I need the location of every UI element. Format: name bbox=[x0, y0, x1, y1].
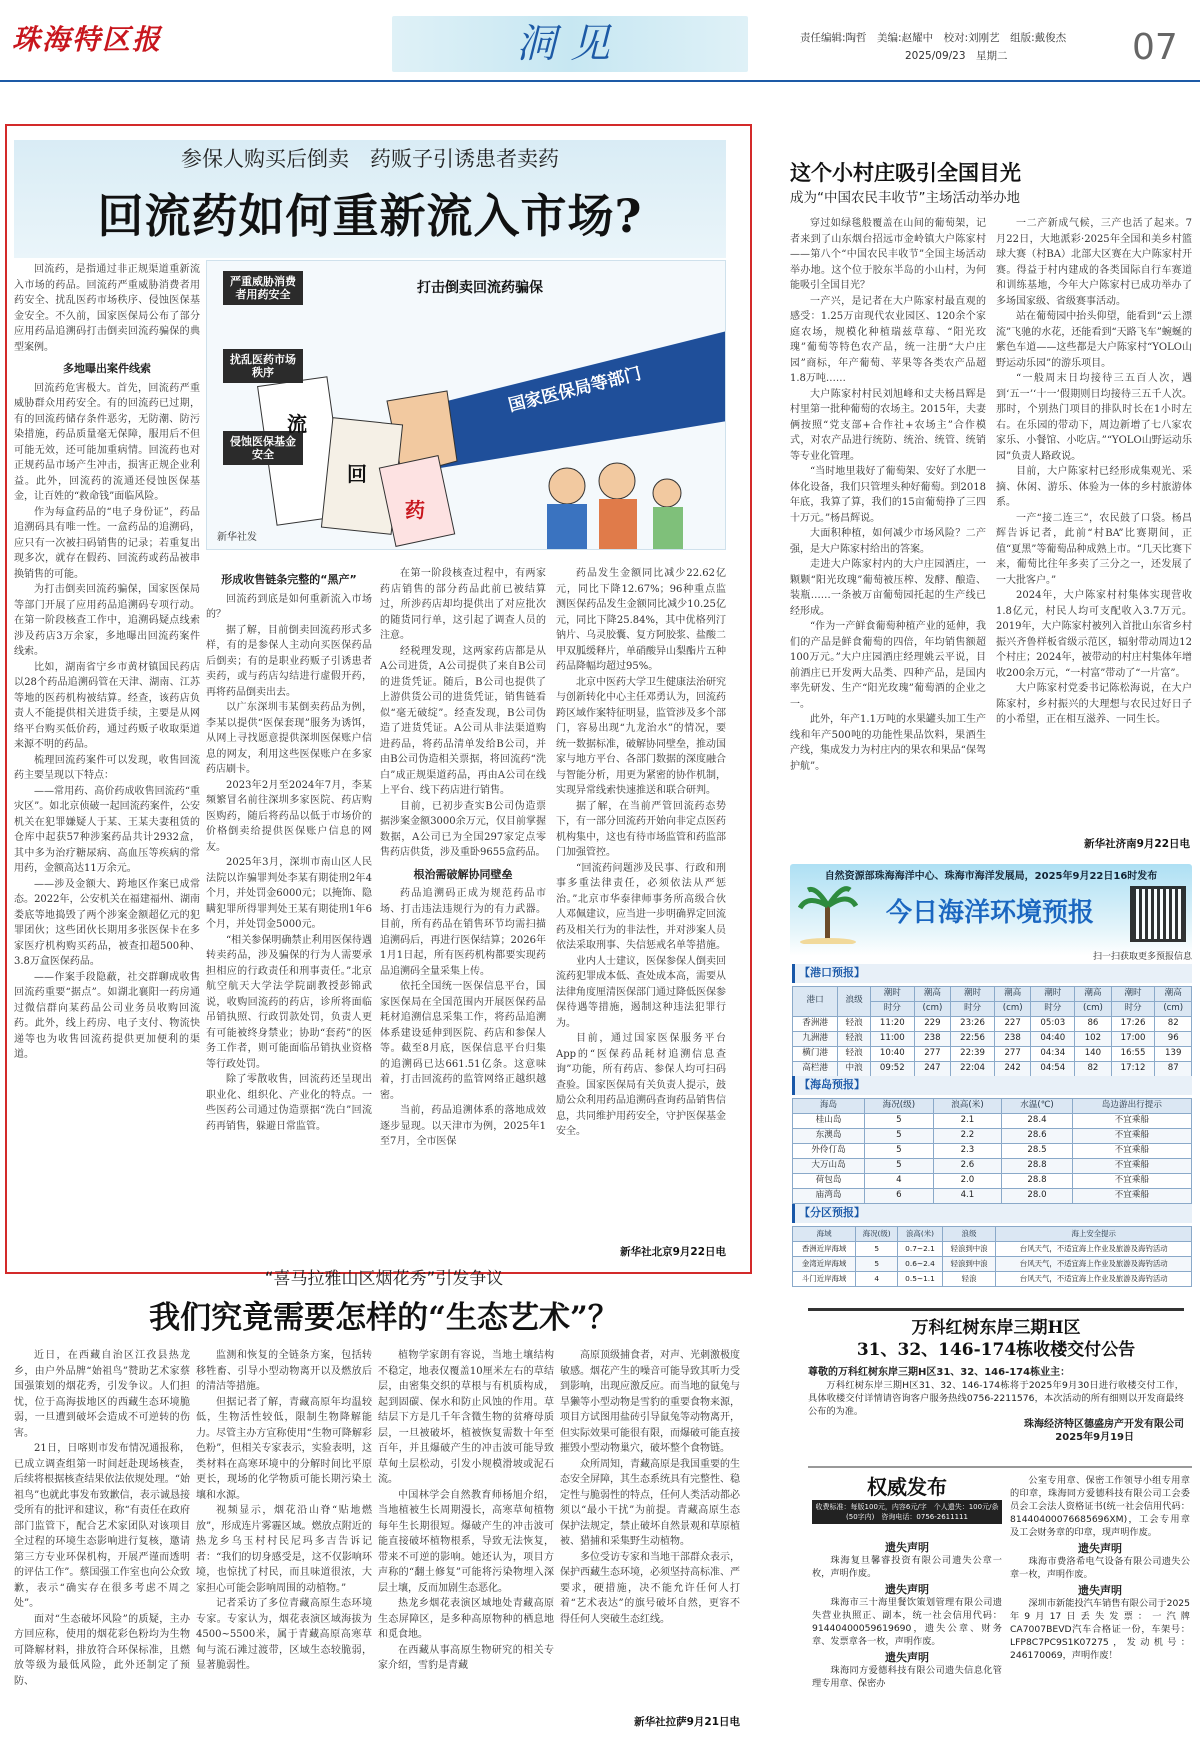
table-header-cell: 时分 bbox=[1111, 1001, 1155, 1016]
table-header-cell: 潮时 bbox=[1031, 986, 1075, 1001]
table-cell: 轻浪到中浪 bbox=[942, 1256, 996, 1271]
table-cell: 05:03 bbox=[1031, 1016, 1075, 1031]
article-paragraph: 依托全国统一医保信息平台，国家医保局在全国范围内开展医保药品耗材追溯信息采集工作，将药品追溯体系建设延伸到医院、药店和参保人等。截至8月底，医保信息平台归集的追溯码已达661.51亿条。这意味着，打击回流药的监管网络正越织越密。 bbox=[380, 981, 546, 1101]
table-cell: 229 bbox=[914, 1016, 950, 1031]
table-cell: 102 bbox=[1075, 1031, 1111, 1046]
table-header-cell: 岛边游出行提示 bbox=[1072, 1098, 1191, 1113]
table-cell: 04:34 bbox=[1031, 1046, 1075, 1061]
article-paragraph: “当时地里栽好了葡萄架、安好了水肥一体化设备，我们只管埋头种好葡萄。到2018年底，我算了算，我们的15亩葡萄挣了三四十万元。”杨昌辉说。 bbox=[790, 466, 986, 524]
article-paragraph: 在西藏从事高原生物研究的相关专家介绍，雪豹是青藏 bbox=[378, 1644, 554, 1671]
article-paragraph: 21日，日喀则市发布情况通报称，已成立调查组第一时间赶赴现场核查，后续将根据核查结果依法依规处理。“始祖鸟”也就此事发布致歉信，表示诚恳接受所有的批评和建议，称“有责任在政府部门监管下，配合艺术家团队对该项目全过程的环境生态影响进行复核，邀请第三方专业环保机构，开展严谨而透明的评估工作”。蔡国强工作室也向公众致歉，表示“确实存在很多考虑不周之处”。 bbox=[14, 1443, 190, 1609]
table-cell: 4 bbox=[856, 1271, 898, 1286]
table-row bbox=[793, 1128, 1192, 1143]
lead-kicker: 参保人购买后倒卖 药贩子引诱患者卖药 bbox=[181, 147, 559, 171]
table-cell: 140 bbox=[1075, 1046, 1111, 1061]
table-cell: 28.8 bbox=[1002, 1173, 1073, 1188]
masthead-title: 珠海特区报 bbox=[12, 23, 163, 56]
article-paragraph: 据了解，目前倒卖回流药形式多样，有的是参保人主动向买医保药品后倒卖；有的是职业药贩子引诱患者卖药，或与药店勾结进行虚假开药，再将药品倒卖出去。 bbox=[206, 624, 372, 698]
article-paragraph: 比如，湖南省宁乡市黄材镇国民药店以28个药品追溯码管在天津、湖南、江苏等地的医药机构被结算。经查，该药店负责人不能提供相关进货手续，主要是从网络平台购买低价药，通过药贩子收取渠道来源不明的药品。 bbox=[14, 661, 200, 750]
table-row bbox=[793, 1158, 1192, 1173]
article-paragraph: 业内人士建议，医保参保人倒卖回流药犯罪成本低、查处成本高，需要从法律角度厘清医保部门通过降低医保参保待遇等措施，遏制这种违法犯罪行为。 bbox=[556, 955, 726, 1029]
article-paragraph: “回流药问题涉及民事、行政和刑事多重法律责任，必须依法从严惩治。”北京市华泰律师事务所高级合伙人邓佩建议，应当进一步明确界定回流药及相关行为的非法性，并对涉案人员依法采取刑事、失信惩戒名单等措施。 bbox=[556, 862, 726, 951]
table-cell: 不宜乘船 bbox=[1072, 1158, 1191, 1173]
table-cell: 11:20 bbox=[870, 1016, 914, 1031]
cartoon-label-market: 扰乱医药市场秩序 bbox=[223, 349, 303, 383]
table-header-cell: 潮高 bbox=[914, 986, 950, 1001]
palm-tree-icon bbox=[798, 884, 858, 944]
article-paragraph: 以广东深圳韦某倒卖药品为例，李某以提供“医保套现”服务为诱饵，从网上寻找愿意提供深圳医保账户信息的网友，利用这些医保账户在多家药店刷卡。 bbox=[206, 702, 372, 775]
table-cell: 九洲港 bbox=[793, 1031, 838, 1046]
table-header-cell: 潮高 bbox=[1155, 986, 1192, 1001]
article-paragraph: 大户陈家村党委书记陈松海说，在大户陈家村，乡村振兴的大理想与农民过好日子的小希望，正在相互滋养、一同生长。 bbox=[996, 683, 1192, 725]
article-paragraph: 站在葡萄园中抬头仰望，能看到“云上漂流”飞驰的水花，还能看到“天路飞车”蜿蜒的紫色车道——这些都是大户陈家村“YOLO山野运动乐园”的游乐项目。 bbox=[996, 311, 1192, 369]
classified-section bbox=[808, 1466, 1192, 1734]
art-column-2 bbox=[196, 1348, 372, 1732]
ocean-banner bbox=[790, 864, 1192, 956]
table-header-cell: 海域 bbox=[793, 1226, 856, 1241]
table-cell: 5 bbox=[865, 1143, 934, 1158]
table-header-cell: 时分 bbox=[870, 1001, 914, 1016]
article-paragraph: 一二产新成气候，三产也活了起来。7月22日，大地派彩·2025年全国和美乡村篮球大赛（村BA）北部大区赛在大户陈家村开赛。得益于村内建成的各类国际自行车赛道和训练基地，今年大户陈家村已成功举办了多场国家级、省级赛事活动。 bbox=[996, 218, 1192, 307]
table-cell: 4.1 bbox=[933, 1188, 1002, 1203]
table-cell: 28.0 bbox=[1002, 1188, 1073, 1203]
notice-salutation: 尊敬的万科红树东岸三期H区31、32、146-174栋业主： bbox=[808, 1366, 1071, 1378]
island-forecast-table bbox=[792, 1098, 1192, 1204]
lead-byline: 新华社北京9月22日电 bbox=[620, 1246, 726, 1258]
table-cell: 2.6 bbox=[933, 1158, 1002, 1173]
table-cell: 17:26 bbox=[1111, 1016, 1155, 1031]
village-subhead: 成为“中国农民丰收节”主场活动举办地 bbox=[790, 190, 1020, 206]
table-cell: 横门港 bbox=[793, 1046, 838, 1061]
table-row bbox=[793, 1031, 1192, 1046]
article-paragraph: 当前，药品追溯体系的落地成效逐步显现。以天津市为例，2025年1至7月，全市医保 bbox=[380, 1105, 546, 1147]
village-column-1 bbox=[790, 216, 986, 856]
table-cell: 16:55 bbox=[1111, 1046, 1155, 1061]
art-kicker: “喜马拉雅山区烟花秀”引发争议 bbox=[264, 1269, 504, 1289]
table-cell: 09:52 bbox=[870, 1061, 914, 1076]
article-paragraph: 目前，大户陈家村已经形成集观光、采摘、休闲、游乐、体验为一体的乡村旅游体系。 bbox=[996, 466, 1192, 508]
zone-forecast bbox=[792, 1204, 1192, 1287]
classified-heading: 遗失声明 bbox=[885, 1541, 929, 1554]
table-cell: 22:56 bbox=[951, 1031, 995, 1046]
notice-signature: 珠海经济特区德盛房产开发有限公司 bbox=[1024, 1419, 1184, 1431]
lead-column-3 bbox=[380, 566, 546, 1266]
page-number: 07 bbox=[1132, 27, 1178, 68]
article-paragraph: 植物学家朗有容说，当地土壤结构不稳定，地表仅覆盖10厘米左右的草结层，由密集交织的草根与有机质构成，起到固碳、保水和防止风蚀的作用。草结层下方是几千年含微生物的贫瘠母质层，一旦被破坏，植被恢复需数十年至百年，并且爆破产生的冲击波可能导致草甸土层松动，引发小规模滑坡或泥石流。 bbox=[378, 1350, 554, 1485]
article-paragraph: 回流药到底是如何重新流入市场的？ bbox=[206, 593, 372, 620]
zone-forecast-title: 【分区预报】 bbox=[792, 1204, 1192, 1223]
classified-text: 珠海复旦馨睿投资有限公司遗失公章一枚，声明作废。 bbox=[812, 1555, 1002, 1579]
article-paragraph: 大户陈家村村民刘旭峰和丈夫杨昌辉是村里第一批种葡萄的农场主。2015年，夫妻俩按照“党支部+合作社+农场主”合作模式，对农产品进行统防、统治、统管、统销等专业化管理。 bbox=[790, 388, 986, 462]
article-paragraph: 记者采访了多位青藏高原生态环境专家。专家认为，烟花表演区域海拔为4500~5500米，属于青藏高原高寒草甸与流石滩过渡带，区域生态较脆弱，显著脆弱性。 bbox=[196, 1598, 372, 1671]
table-cell: 外伶仃岛 bbox=[793, 1143, 865, 1158]
table-cell: 5 bbox=[865, 1128, 934, 1143]
table-cell: 0.5~1.1 bbox=[898, 1271, 942, 1286]
table-cell: 86 bbox=[1075, 1016, 1111, 1031]
table-header-cell: 时分 bbox=[1031, 1001, 1075, 1016]
lead-subhead-1: 多地曝出案件线索 bbox=[63, 362, 151, 375]
table-row bbox=[793, 1061, 1192, 1076]
table-cell: 5 bbox=[856, 1256, 898, 1271]
table-cell: 11:00 bbox=[870, 1031, 914, 1046]
table-header-cell: 时分 bbox=[951, 1001, 995, 1016]
qr-code-icon[interactable] bbox=[1130, 886, 1186, 942]
table-header-cell: 海岛 bbox=[793, 1098, 865, 1113]
table-row bbox=[793, 1271, 1192, 1286]
table-cell: 台风天气，不适宜海上作业及旅游及海钓活动 bbox=[996, 1241, 1192, 1256]
classified-title: 权威发布 bbox=[867, 1475, 947, 1499]
table-cell: 242 bbox=[994, 1061, 1030, 1076]
table-cell: 87 bbox=[1155, 1061, 1192, 1076]
article-paragraph: 为打击倒卖回流药骗保，国家医保局等部门开展了应用药品追溯码专项行动。在第一阶段核查工作中，追溯码疑点线索涉及药店3万余家，多地曝出回流药案件线索。 bbox=[14, 584, 200, 657]
article-paragraph: “一般周末日均接待三五百人次，遇到‘五一’‘十一’假期则日均接待三五千人次。那时，个别热门项目的排队时长在1小时左右。在乐园的带动下，周边新增了七八家农家乐、小餐馆、小吃店。”“YOLO山野运动乐园”负责人路政说。 bbox=[996, 373, 1192, 462]
table-header-cell: 潮时 bbox=[870, 986, 914, 1001]
cartoon-credit: 新华社发 bbox=[217, 532, 257, 543]
classified-text: 珠海市费洛希电气设备有限公司遗失公章一枚，声明作废。 bbox=[1010, 1556, 1190, 1580]
article-paragraph: 据了解，在当前严管回流药态势下，有一部分回流药开始向非定点医药机构集中，这也有待市场监管和药监部门加强管控。 bbox=[556, 800, 726, 858]
table-cell: 82 bbox=[1155, 1016, 1192, 1031]
art-column-3 bbox=[378, 1348, 554, 1732]
lead-headline: 回流药如何重新流入市场? bbox=[97, 189, 643, 243]
section-banner bbox=[392, 16, 748, 72]
table-cell: 28.6 bbox=[1002, 1128, 1073, 1143]
table-header-cell: 潮高 bbox=[1075, 986, 1111, 1001]
notice-body: 万科红树东岸三期H区31、32、146-174栋将于2025年9月30日进行收楼交付工作，具体收楼交付详情请咨询客户服务热线0756-2211576，本次活动的所有细则以开发商最终公布的为准。 bbox=[808, 1380, 1184, 1418]
article-paragraph: 目前，通过国家医保服务平台App的“医保药品耗材追溯信息查询”功能，所有药店、参保人均可扫码查验。国家医保局有关负责人提示，鼓励公众利用药品追溯码查询药品销售信息，共同维护用药安全，守护医保基金安全。 bbox=[556, 1033, 726, 1137]
table-cell: 轻浪 bbox=[838, 1046, 871, 1061]
section-title: 洞见 bbox=[516, 20, 624, 67]
table-cell: 庙湾岛 bbox=[793, 1188, 865, 1203]
delivery-notice bbox=[808, 1308, 1184, 1448]
table-cell: 台风天气，不适宜海上作业及旅游及海钓活动 bbox=[996, 1271, 1192, 1286]
table-cell: 轻浪到中浪 bbox=[942, 1241, 996, 1256]
classified-text: 珠海同方爱德科技有限公司遗失信息化管理专用章、保密办 bbox=[812, 1665, 1002, 1689]
cartoon-sleeve-text: 国家医保局等部门 bbox=[506, 363, 644, 417]
table-cell: 22:39 bbox=[951, 1046, 995, 1061]
article-paragraph: 作为每盒药品的“电子身份证”，药品追溯码具有唯一性。一盒药品的追溯码，应只有一次被扫码销售的记录；若重复出现多次，就存在假药、回流药或药品被串换销售的可能。 bbox=[14, 506, 200, 580]
table-header-cell: 潮时 bbox=[951, 986, 995, 1001]
article-paragraph: 梳理回流药案件可以发现，收售回流药主要呈现以下特点： bbox=[14, 754, 200, 781]
editor-credits: 责任编辑:陶哲 美编:赵耀中 校对:刘刚艺 组版:戴俊杰 bbox=[800, 32, 1067, 44]
article-paragraph: 回流药，是指通过非正规渠道重新流入市场的药品。回流药严重威胁消费者用药安全、扰乱医药市场秩序、侵蚀医保基金安全。不久前，国家医保局公布了部分应用药品追溯码打击倒卖回流药骗保的典型案例。 bbox=[14, 264, 200, 353]
village-byline: 新华社济南9月22日电 bbox=[1084, 838, 1190, 850]
table-row bbox=[793, 1016, 1192, 1031]
table-cell: 227 bbox=[994, 1016, 1030, 1031]
table-header-cell: 潮高 bbox=[994, 986, 1030, 1001]
table-cell: 桂山岛 bbox=[793, 1113, 865, 1128]
classified-text: 公室专用章、保密工作领导小组专用章的印章，珠海同方爱德科技有限公司工会委员会工会法人资格证书(统一社会信用代码：81440400076685696XM)，工会专用章及工会财务章的印章，现声明作废。 bbox=[1010, 1475, 1190, 1538]
island-forecast bbox=[792, 1076, 1192, 1204]
table-cell: 不宜乘船 bbox=[1072, 1113, 1191, 1128]
table-cell: 金湾近岸海域 bbox=[793, 1256, 856, 1271]
article-paragraph: 高原顶级捕食者，对声、光刺激极度敏感。烟花产生的噪音可能导致其听力受到影响，出现应激反应。而当地的鼠兔与旱獭等小型动物是雪豹的重要食物来源，项目方试图用盐砖引导鼠兔等动物离开，但实际效果可能很有限，而爆破可能直接摧毁小型动物巢穴，破坏整个食物链。 bbox=[560, 1350, 740, 1454]
article-paragraph: “相关参保明确禁止利用医保待遇转卖药品，涉及骗保的行为人需要承担相应的行政责任和刑事责任。”北京航空航天大学法学院副教授彭锦武说，收购回流药的药店，诊所将面临吊销执照、行政罚款处罚，负责人更有可能被终身禁业；协助“套药”的医务工作者，则可能面临吊销执业资格等行政处罚。 bbox=[206, 934, 372, 1070]
table-header-cell: 浪高(米) bbox=[933, 1098, 1002, 1113]
table-cell: 荷包岛 bbox=[793, 1173, 865, 1188]
article-paragraph: 但据记者了解，青藏高原年均温较低，生物活性较低，限制生物降解能力。尽管主办方宣称使用“生物可降解彩色粉”，但相关专家表示，实验表明，这类材料在高寒环境中的分解时间比平原更长，现场的化学物质可能长期污染土壤和水源。 bbox=[196, 1396, 372, 1501]
table-header-cell: 海况(级) bbox=[865, 1098, 934, 1113]
article-paragraph: 多位受访专家和当地干部群众表示，保护西藏生态环境，必须坚持高标准、严要求，硬措施，决不能允许任何人打着“艺术表达”的旗号破坏自然，更容不得任何人突破生态红线。 bbox=[560, 1551, 740, 1625]
table-cell: 香洲近岸海域 bbox=[793, 1241, 856, 1256]
zone-forecast-table bbox=[792, 1226, 1192, 1287]
article-paragraph: 2024年，大户陈家村村集体实现营收1.8亿元，村民人均可支配收入3.7万元。2019年，大户陈家村被列入首批山东省乡村振兴齐鲁样板省级示范区，辐射带动周边12个村庄；2024年，被带动的村庄村集体年增收200余万元，“一村富”带动了“一片富”。 bbox=[996, 590, 1192, 679]
classified-heading: 遗失声明 bbox=[885, 1651, 929, 1664]
article-paragraph: 北京中医药大学卫生健康法治研究与创新转化中心主任邓勇认为，回流药跨区域作案特征明显，监管涉及多个部门，容易出现“九龙治水”的情况，要统一数据标准，破解协同壁垒，推动国家与地方平台、各部门数据的深度融合与智能分析，用更为紧密的协作机制，实现异常线索快速推送和联合研判。 bbox=[556, 676, 726, 796]
table-cell: 轻浪 bbox=[838, 1031, 871, 1046]
article-paragraph: 2023年2月至2024年7月，李某频繁冒名前往深圳多家医院、药店购医购药，随后将药品以低于市场价的价格倒卖给提供医保账户信息的网友。 bbox=[206, 779, 372, 853]
table-cell: 中浪 bbox=[838, 1061, 871, 1076]
table-cell: 96 bbox=[1155, 1031, 1192, 1046]
table-cell: 139 bbox=[1155, 1046, 1192, 1061]
notice-title-1: 万科红树东岸三期H区 bbox=[911, 1318, 1081, 1338]
article-paragraph: ——涉及金额大、跨地区作案已成常态。2022年，公安机关在福建福州、湖南娄底等地捣毁了两个涉案金额超亿元的犯罪团伙；这些团伙长期用多张医保卡在多家医疗机构购买药品，被查扣超500种、3.8万盒医保药品。 bbox=[14, 878, 200, 967]
classified-heading: 遗失声明 bbox=[1078, 1584, 1122, 1597]
table-cell: 238 bbox=[994, 1031, 1030, 1046]
article-paragraph: “作为一产鲜食葡萄种植产业的延伸，我们的产品是鲜食葡萄的四倍，年均销售额超100万元。”大户庄园酒庄经理姚云平说，目前酒庄已开发两大品类、四种产品，是国内率先研发、生产“阳光玫瑰”葡萄酒的企业之一。 bbox=[790, 621, 986, 710]
article-paragraph: 监测和恢复的全链条方案，包括转移牲畜、引导小型动物离开以及燃放后的清洁等措施。 bbox=[196, 1350, 372, 1392]
table-header-cell: 浪级 bbox=[942, 1226, 996, 1241]
lead-column-1 bbox=[14, 262, 200, 1262]
port-forecast-table bbox=[792, 986, 1192, 1077]
table-cell: 238 bbox=[914, 1031, 950, 1046]
island-forecast-title: 【海岛预报】 bbox=[792, 1076, 1192, 1095]
table-row bbox=[793, 1113, 1192, 1128]
cartoon-label-safety: 严重威胁消费者用药安全 bbox=[223, 271, 303, 305]
table-row bbox=[793, 1241, 1192, 1256]
table-cell: 0.7~2.1 bbox=[898, 1241, 942, 1256]
art-column-1 bbox=[14, 1348, 190, 1732]
table-header-cell: (cm) bbox=[1155, 1001, 1192, 1016]
ocean-title: 今日海洋环境预报 bbox=[885, 898, 1094, 928]
table-header-cell: 浪高(米) bbox=[898, 1226, 942, 1241]
issue-date: 2025/09/23 星期二 bbox=[905, 50, 1008, 62]
article-paragraph: 热龙乡烟花表演区域地处青藏高原生态屏障区，是多种高原物种的栖息地和觅食地。 bbox=[378, 1598, 554, 1640]
article-paragraph: 一产“接二连三”，农民鼓了口袋。杨昌辉告诉记者，此前“村BA”比赛期间，正值“夏黑”等葡萄品种成熟上市。“几天比赛下来，葡萄比往年多卖了三分之一，还发展了一大批客户。” bbox=[996, 512, 1192, 586]
article-paragraph: 目前，已初步查实B公司伪造票据涉案金额3000余万元，仅目前掌握数据，A公司已为全国297家定点零售药店供货，涉及重卧9655盒药品。 bbox=[380, 800, 546, 858]
table-cell: 23:26 bbox=[951, 1016, 995, 1031]
ocean-banner-top: 自然资源部珠海海洋中心、珠海市海洋发展局，2025年9月22日16时发布 bbox=[824, 871, 1158, 882]
lead-column-4 bbox=[556, 566, 726, 1246]
article-paragraph: 中国林学会自然教育师杨旭介绍，当地植被生长周期漫长，高寒草甸植物每年生长期很短。爆破产生的冲击波可能直接破坏植物根系，导致无法恢复，带来不可逆的影响。她还认为，项目方声称的“翻土修复”可能将污染物埋入深层土壤，反而加剧生态恶化。 bbox=[378, 1489, 554, 1594]
art-column-4 bbox=[560, 1348, 740, 1716]
lead-subhead-2: 形成收售链条完整的“黑产” bbox=[221, 573, 357, 586]
table-cell: 6 bbox=[865, 1188, 934, 1203]
article-paragraph: 回流药危害极大。首先，回流药严重威胁群众用药安全。有的回流药已过期，有的回流药储存条件恶劣，无防潮、防污染措施，药品质量毫无保障，服用后不但可能无效，还可能加重病情。回流药也对正规药品市场产生冲击，损害正规企业利益。此外，回流药的流通还侵蚀医保基金，让百姓的“救命钱”面临风险。 bbox=[14, 382, 200, 502]
table-cell: 轻浪 bbox=[942, 1271, 996, 1286]
article-paragraph: 在第一阶段核查过程中，有两家药店销售的部分药品此前已被结算过，所涉药店却均提供出了对应批次的随货同行单，这引起了调查人员的注意。 bbox=[380, 568, 546, 641]
cartoon-box-hui: 药 bbox=[405, 498, 425, 522]
table-cell: 4 bbox=[865, 1173, 934, 1188]
notice-title-2: 31、32、146-174栋收楼交付公告 bbox=[856, 1340, 1136, 1361]
table-cell: 5 bbox=[865, 1158, 934, 1173]
table-cell: 277 bbox=[994, 1046, 1030, 1061]
table-header-cell: 港口 bbox=[793, 986, 838, 1016]
article-paragraph: 经税理发现，这两家药店都是从A公司进货，A公司提供了来自B公司的进货凭证。随后，B公司也提供了上游供货公司的进货凭证，销售链看似“毫无破绽”。经查发现，B公司伪造了进货凭证。A公司从非法渠道购进药品，将药品清单发给B公司，并由B公司伪造相关票据，将回流药“洗白”成正规渠道药品，再由A公司在线上平台、线下药店进行销售。 bbox=[380, 645, 546, 796]
art-headline: 我们究竟需要怎样的“生态艺术”？ bbox=[149, 1300, 619, 1336]
classified-text: 珠海市三十海里餐饮策划管理有限公司遗失营业执照正、副本，统一社会信用代码：91440400059619690，遗失公章、财务章、发票章各一枚，声明作废。 bbox=[812, 1597, 1002, 1647]
article-paragraph: 面对“生态破坏风险”的质疑，主办方回应称，使用的烟花彩色粉均为生物可降解材料，排放符合环保标准，且燃放等级为最低风险，此外还制定了预防、 bbox=[14, 1613, 190, 1687]
article-paragraph: ——作案手段隐蔽，社交群聊成收售回流药重要“据点”。如湖北襄阳一药房通过微信群向某药品公司业务员收购回流药。此外，线上药房、电子支付、物流快递等也为收售回流药提供更加便利的渠道。 bbox=[14, 971, 200, 1060]
table-cell: 5 bbox=[865, 1113, 934, 1128]
table-row bbox=[793, 1256, 1192, 1271]
table-header-cell: 浪级 bbox=[838, 986, 871, 1016]
cartoon-label-fund: 侵蚀医保基金安全 bbox=[223, 431, 303, 465]
table-cell: 不宜乘船 bbox=[1072, 1143, 1191, 1158]
table-cell: 04:54 bbox=[1031, 1061, 1075, 1076]
table-cell: 28.8 bbox=[1002, 1158, 1073, 1173]
classified-text: 深圳市新能投汽车销售有限公司于2025年9月17日丢失发票：一汽牌CA7007BEVD汽车合格证一份，车架号：LFP8C7PC9S1K07275，发动机号：246170069，声明作废！ bbox=[1010, 1598, 1190, 1661]
table-cell: 台风天气，不适宜海上作业及旅游及海钓活动 bbox=[996, 1256, 1192, 1271]
classified-right-column bbox=[1010, 1474, 1190, 1662]
table-cell: 轻浪 bbox=[838, 1016, 871, 1031]
article-paragraph: 大面积种植，如何减少市场风险？二产强，是大户陈家村给出的答案。 bbox=[790, 528, 986, 555]
table-cell: 247 bbox=[914, 1061, 950, 1076]
table-cell: 香洲港 bbox=[793, 1016, 838, 1031]
table-cell: 5 bbox=[856, 1241, 898, 1256]
table-cell: 2.2 bbox=[933, 1128, 1002, 1143]
port-forecast bbox=[792, 964, 1192, 1077]
table-cell: 28.5 bbox=[1002, 1143, 1073, 1158]
table-header-cell: 海况(级) bbox=[856, 1226, 898, 1241]
classified-heading: 遗失声明 bbox=[885, 1583, 929, 1596]
classified-heading: 遗失声明 bbox=[1078, 1542, 1122, 1555]
lead-cartoon bbox=[206, 260, 726, 550]
table-cell: 2.0 bbox=[933, 1173, 1002, 1188]
cartoon-box-liu: 流 bbox=[287, 412, 307, 436]
article-paragraph: 此外，年产1.1万吨的水果罐头加工生产线和年产500吨的功能性果品饮料，果酒生产线，集成发力为村庄内的果农和果品“保驾护航”。 bbox=[790, 714, 986, 772]
table-cell: 斗门近岸海域 bbox=[793, 1271, 856, 1286]
notice-date: 2025年9月19日 bbox=[1055, 1432, 1134, 1444]
table-header-cell: (cm) bbox=[914, 1001, 950, 1016]
article-paragraph: 药品追溯码正成为规范药品市场、打击违法违规行为的有力武器。目前，所有药品在销售环节均需扫描追溯码后，再进行医保结算；2026年1月1日起，所有医药机构都要实现药品追溯码全量采集上传。 bbox=[380, 888, 546, 977]
table-cell: 东澳岛 bbox=[793, 1128, 865, 1143]
table-cell: 大万山岛 bbox=[793, 1158, 865, 1173]
article-paragraph: 穿过如绿毯般覆盖在山间的葡萄架，记者来到了山东烟台招远市金岭镇大户陈家村——第八个“中国农民丰收节”全国主场活动举办地。这个位于胶东半岛的小山村，为何能吸引全国目光？ bbox=[790, 218, 986, 291]
classified-left-column bbox=[812, 1538, 1002, 1690]
table-header-cell: 潮时 bbox=[1111, 986, 1155, 1001]
header-rule bbox=[0, 80, 1200, 82]
table-row bbox=[793, 1188, 1192, 1203]
article-paragraph: 走进大户陈家村内的大户庄园酒庄，一颗颗“阳光玫瑰”葡萄被压榨、发酵、酿造、装瓶……一条被万亩葡萄园托起的生产线已经形成。 bbox=[790, 559, 986, 617]
table-cell: 2.1 bbox=[933, 1113, 1002, 1128]
table-cell: 不宜乘船 bbox=[1072, 1128, 1191, 1143]
table-header-cell: (cm) bbox=[994, 1001, 1030, 1016]
article-paragraph: 视频显示，烟花沿山脊“贴地燃放”，形成连片雾霾区域。燃放点附近的热龙乡乌玉村村民尼玛多吉告诉记者：“我们的切身感受是，这不仅影响环境，也惊扰了村民，而且味道很浓，大家担心可能会影响周围的动植物。” bbox=[196, 1505, 372, 1594]
lead-column-2 bbox=[206, 566, 372, 1266]
port-forecast-title: 【港口预报】 bbox=[792, 964, 1192, 983]
table-header-cell: 水温(℃) bbox=[1002, 1098, 1073, 1113]
village-headline: 这个小村庄吸引全国目光 bbox=[790, 161, 1021, 185]
table-row bbox=[793, 1173, 1192, 1188]
cartoon-banner: 打击倒卖回流药骗保 bbox=[417, 280, 543, 296]
article-paragraph: 一产兴，是记者在大户陈家村最直观的感受：1.25万亩现代农业园区、120余个家庭农场，规模化种植瑞兹草莓、“阳光玫瑰”葡萄等特色农产品，统一注册“大户庄园”商标，年产葡萄、苹果等各类农产品超1.8万吨…… bbox=[790, 295, 986, 384]
cartoon-box-yao: 回 bbox=[347, 462, 367, 486]
article-paragraph: ——常用药、高价药成收售回流药“重灾区”。如北京侦破一起回流药案件，公安机关在犯罪嫌疑人于某、王某夫妻租赁的仓库中起获57种涉案药品共计2932盒，其中多为治疗糖尿病、高血压等疾病的常用药，金额高达11万余元。 bbox=[14, 785, 200, 874]
table-cell: 10:40 bbox=[870, 1046, 914, 1061]
classified-contact: 收费标准：每版100元，内容6元/字 个人遗失：100元/条(50字内) 咨询电话：0756-2611111 bbox=[812, 1500, 1002, 1524]
article-paragraph: 2025年3月，深圳市南山区人民法院以诈骗罪判处李某有期徒刑2年4个月，并处罚金6000元；以掩饰、隐瞒犯罪所得罪判处王某有期徒刑1年6个月，并处罚金5000元。 bbox=[206, 857, 372, 930]
article-paragraph: 除了零散收售，回流药还呈现出职业化、组织化、产业化的特点。一些医药公司通过伪造票据“洗白”回流药再销售，躲避日常监管。 bbox=[206, 1074, 372, 1132]
article-paragraph: 近日，在西藏自治区江孜县热龙乡，由户外品牌“始祖鸟”赞助艺术家蔡国强策划的烟花秀，引发争议。人们担忧，位于高海拔地区的西藏生态环境脆弱，一旦遭到破坏会造成不可逆转的伤害。 bbox=[14, 1350, 190, 1439]
table-header-cell: 海上安全提示 bbox=[996, 1226, 1192, 1241]
table-row bbox=[793, 1046, 1192, 1061]
qr-caption: 扫一扫获取更多预报信息 bbox=[1092, 952, 1192, 962]
table-cell: 28.4 bbox=[1002, 1113, 1073, 1128]
table-cell: 高栏港 bbox=[793, 1061, 838, 1076]
art-byline: 新华社拉萨9月21日电 bbox=[634, 1716, 740, 1728]
table-row bbox=[793, 1143, 1192, 1158]
table-cell: 277 bbox=[914, 1046, 950, 1061]
table-header-cell: (cm) bbox=[1075, 1001, 1111, 1016]
village-column-2 bbox=[996, 216, 1192, 836]
article-paragraph: 药品发生金额同比减少22.62亿元，同比下降12.67%；96种重点监测医保药品发生金额同比减少10.25亿元，同比下降25.84%，其中优格列汀钠片、乌灵胶囊、复方阿胶浆、盐酸二甲双胍缓释片，单硝酸异山梨酯片五种药品降幅均超过95%。 bbox=[556, 568, 726, 672]
table-cell: 0.6~2.4 bbox=[898, 1256, 942, 1271]
table-cell: 不宜乘船 bbox=[1072, 1188, 1191, 1203]
table-cell: 04:40 bbox=[1031, 1031, 1075, 1046]
table-cell: 2.3 bbox=[933, 1143, 1002, 1158]
table-cell: 17:12 bbox=[1111, 1061, 1155, 1076]
table-cell: 22:04 bbox=[951, 1061, 995, 1076]
table-cell: 82 bbox=[1075, 1061, 1111, 1076]
masthead-logo bbox=[12, 22, 242, 60]
lead-subhead-3: 根治需破解协同壁垒 bbox=[413, 867, 513, 881]
article-paragraph: 众所周知，青藏高原是我国重要的生态安全屏障，其生态系统具有完整性、稳定性与脆弱性的特点，任何人类活动都必须以“最小干扰”为前提。青藏高原生态保护法规定，禁止破坏自然景观和草原植被、猎捕和采集野生动植物。 bbox=[560, 1458, 740, 1547]
table-cell: 17:00 bbox=[1111, 1031, 1155, 1046]
table-cell: 不宜乘船 bbox=[1072, 1173, 1191, 1188]
